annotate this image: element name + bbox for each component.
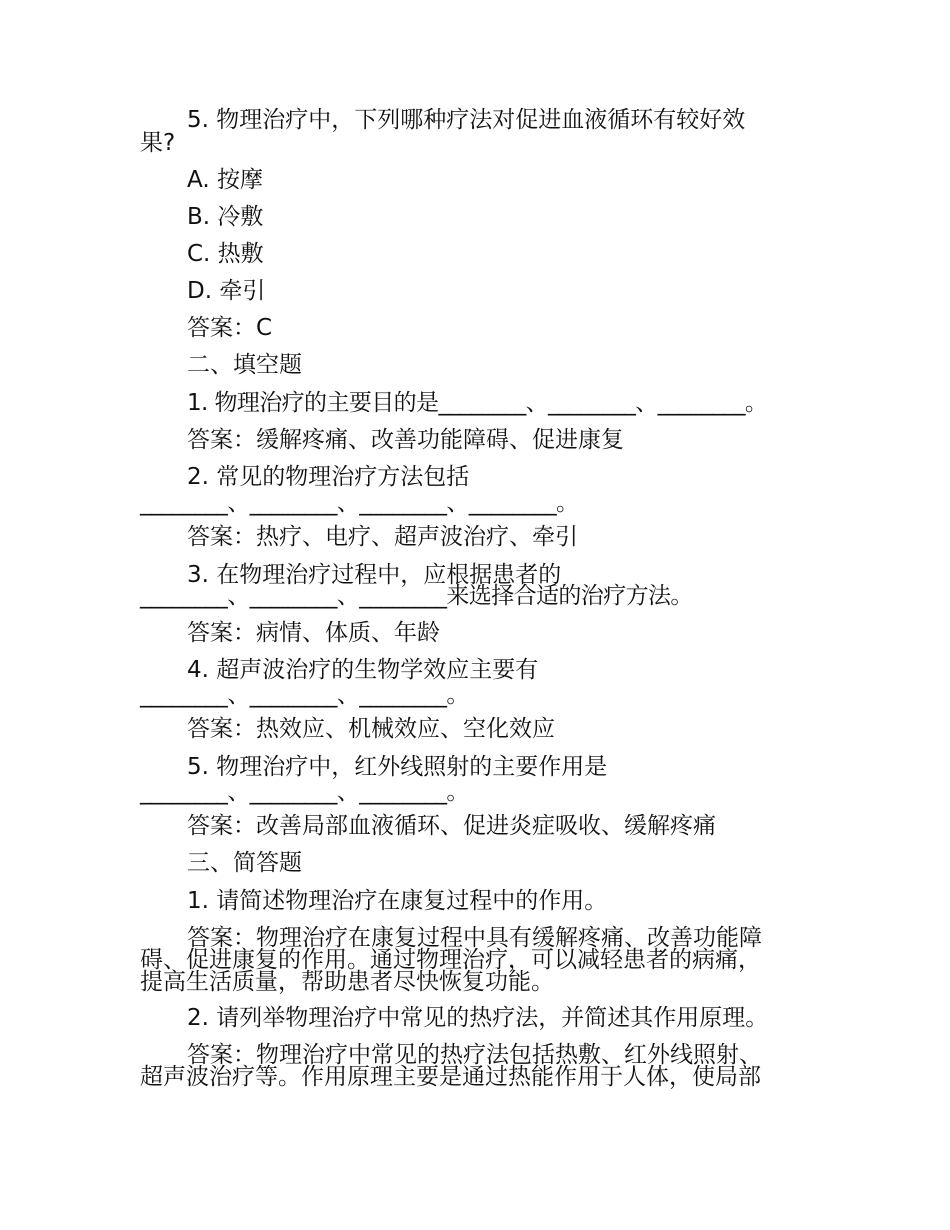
option-b: B. 冷敷	[187, 204, 264, 230]
fill-question-5-line-1: 5. 物理治疗中，红外线照射的主要作用是	[187, 754, 608, 780]
fill-question-5-line-2: ________、________、________。	[140, 779, 469, 805]
fill-answer-5: 答案：改善局部血液循环、促进炎症吸收、缓解疼痛	[187, 813, 716, 839]
section-heading-fill-blank: 二、填空题	[187, 352, 302, 378]
question-5-line-1: 5. 物理治疗中，下列哪种疗法对促进血液循环有较好效	[187, 107, 746, 133]
fill-question-3-line-1: 3. 在物理治疗过程中，应根据患者的	[187, 562, 562, 588]
short-question-1: 1. 请简述物理治疗在康复过程中的作用。	[187, 888, 608, 914]
fill-question-1: 1. 物理治疗的主要目的是________、________、________。	[187, 390, 768, 416]
short-answer-1-line-1: 答案：物理治疗在康复过程中具有缓解疼痛、改善功能障	[187, 925, 762, 951]
fill-answer-1: 答案：缓解疼痛、改善功能障碍、促进康复	[187, 427, 624, 453]
fill-question-4-line-1: 4. 超声波治疗的生物学效应主要有	[187, 657, 539, 683]
fill-question-3-line-2: ________、________、________来选择合适的治疗方法。	[140, 583, 693, 609]
question-5-line-2: 果?	[140, 130, 176, 156]
answer-5: 答案：C	[187, 315, 273, 341]
short-answer-1-line-2: 碍、促进康复的作用。通过物理治疗，可以减轻患者的病痛，	[140, 947, 761, 973]
short-answer-2-line-2: 超声波治疗等。作用原理主要是通过热能作用于人体，使局部	[140, 1064, 761, 1090]
fill-question-2-line-1: 2. 常见的物理治疗方法包括	[187, 464, 470, 490]
fill-question-4-line-2: ________、________、________。	[140, 682, 469, 708]
option-a: A. 按摩	[187, 167, 263, 193]
fill-question-2-line-2: ________、________、________、________。	[140, 490, 579, 516]
fill-answer-4: 答案：热效应、机械效应、空化效应	[187, 716, 555, 742]
option-c: C. 热敷	[187, 241, 264, 267]
section-heading-short-answer: 三、简答题	[187, 850, 302, 876]
short-answer-1-line-3: 提高生活质量，帮助患者尽快恢复功能。	[140, 969, 554, 995]
fill-answer-3: 答案：病情、体质、年龄	[187, 620, 440, 646]
fill-answer-2: 答案：热疗、电疗、超声波治疗、牵引	[187, 524, 578, 550]
short-answer-2-line-1: 答案：物理治疗中常见的热疗法包括热敷、红外线照射、	[187, 1042, 762, 1068]
option-d: D. 牵引	[187, 278, 266, 304]
short-question-2: 2. 请列举物理治疗中常见的热疗法，并简述其作用原理。	[187, 1005, 769, 1031]
